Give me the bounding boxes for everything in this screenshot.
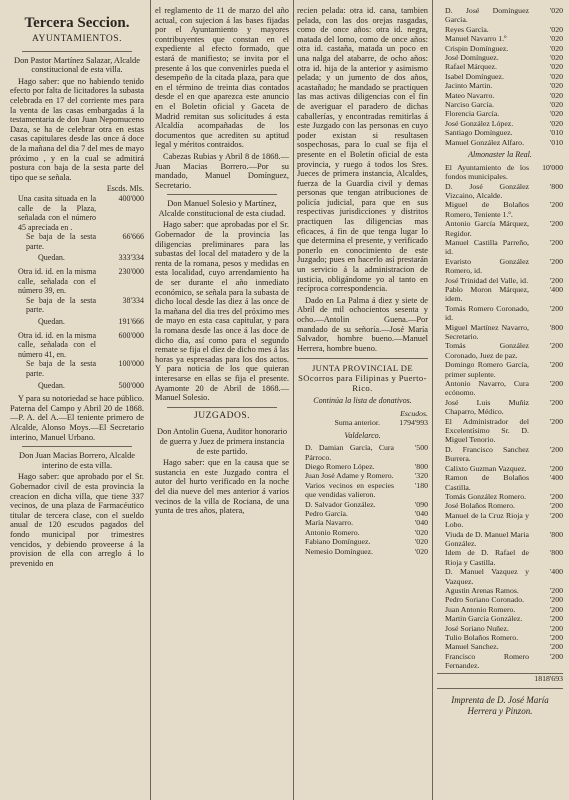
donor-name: Rafael Márquez. (445, 62, 497, 72)
notice-signoff: Cabezas Rubias y Abril 8 de 1868.—Juan Macias Borrero.—Por su mandado, Manuel Domínguez, Secretario. (155, 151, 289, 190)
donor-row (297, 537, 428, 546)
donor-row (437, 6, 563, 25)
column-rule (432, 0, 433, 800)
donor-list (437, 6, 563, 683)
donor-row (437, 379, 563, 398)
donor-name: José Bolaños Romero. (445, 501, 515, 511)
donor-row (437, 257, 563, 276)
notice-body: Hago saber: que en la causa que se sustancia en este Juzgado contra el autor del hurto verificado en la noche del dia nueve del mes anterior á varios vecinos de la villa de Rociana, de una yunta de tres años, platera, (155, 458, 289, 516)
donor-name: El Ayuntamiento de los fondos municipales. (445, 162, 529, 182)
donor-amount: '800 (549, 548, 563, 558)
donor-row (437, 285, 563, 304)
junta-heading: JUNTA PROVINCIAL DE SOcorros para Filipinas y Puerto-Rico. (298, 363, 427, 393)
donor-amount: '020 (549, 62, 563, 72)
section-subheading: AYUNTAMIENTOS. (32, 34, 122, 44)
donor-amount: '200 (549, 614, 563, 624)
donor-name: Florencia García. (445, 109, 500, 119)
donor-row (437, 138, 563, 147)
donor-name: Varios vecinos en especies que vendidas valieron. (305, 480, 394, 500)
donor-amount: '020 (549, 109, 563, 119)
donor-name: Pedro García. (305, 509, 348, 518)
donor-name: D. Manuel Vazquez y Vazquez. (445, 567, 529, 586)
donor-row (437, 34, 563, 43)
table-row: Quedan. 191'666 (38, 317, 144, 327)
donor-row (437, 119, 563, 128)
donor-amount: '200 (549, 623, 563, 633)
donor-name: Francisco Romero Fernandez. (445, 651, 529, 671)
donor-row (297, 471, 428, 480)
donor-row (437, 595, 563, 604)
donor-amount: '020 (414, 537, 428, 547)
donor-amount: '200 (549, 444, 563, 454)
donor-name: D. José González Vizcaino, Alcalde. (445, 181, 529, 200)
donor-name: Santiago Domínguez. (445, 128, 513, 138)
donor-rows (437, 163, 563, 671)
donor-row (437, 464, 563, 473)
donor-name: Pablo Moron Márquez, idem. (445, 284, 529, 304)
donor-row (437, 530, 563, 549)
column-2 (155, 6, 289, 790)
donor-row (437, 501, 563, 510)
donor-row (437, 633, 563, 642)
divider (22, 51, 132, 52)
donor-name: Idem de D. Rafael de Rioja y Castilla. (445, 548, 529, 567)
donor-amount: '200 (549, 341, 563, 351)
donor-name: Manuel González Alfaro. (445, 137, 525, 147)
escudos-header: Escudos. (400, 408, 428, 418)
donor-row (437, 44, 563, 53)
donor-name: Agustin Arenas Ramos. (445, 585, 519, 595)
donor-amount: '010 (549, 128, 563, 138)
notice-heading: Don Juan Macias Borrero, Alcalde interino de esta villa. (18, 451, 136, 470)
donor-amount: '090 (414, 499, 428, 509)
donor-name: María Navarro. (305, 518, 354, 528)
donor-row (437, 182, 563, 201)
donor-amount: '200 (549, 397, 563, 407)
table-row: Quedan. 333'334 (38, 253, 144, 263)
donor-row (437, 128, 563, 137)
notice-heading: Don Manuel Solesio y Martínez, Alcalde constitucional de esta ciudad. (158, 199, 286, 218)
notice-heading: Don Antolin Guena, Auditor honorario de guerra y Juez de primera instancia de este partido. (156, 427, 288, 456)
donor-row (437, 341, 563, 360)
donor-name: Domingo Romero García, primer suplente. (445, 360, 529, 379)
donor-row (437, 624, 563, 633)
donor-row (297, 509, 428, 518)
donor-row (437, 511, 563, 530)
donor-row (437, 586, 563, 595)
donor-row (437, 304, 563, 323)
donor-name: Manuel de la Cruz Rioja y Lobo. (445, 510, 529, 530)
column-1 (10, 6, 144, 790)
table-row: Se baja de la sesta parte. 38'334 (26, 295, 144, 315)
donor-name: Tulio Bolaños Romero. (445, 633, 519, 642)
donor-name: Miguel de Bolaños Romero, Teniente 1.º. (445, 200, 529, 219)
donor-name: D. Damian García, Cura Párroco. (305, 443, 394, 462)
donor-row (297, 547, 428, 556)
donor-name: Tomás González Romero. (445, 491, 527, 501)
donor-rows (437, 6, 563, 147)
donor-row (437, 163, 563, 182)
donor-name: Juan Antonio Romero. (445, 604, 516, 614)
donor-amount: '020 (549, 71, 563, 81)
donor-row (437, 200, 563, 219)
donor-row (437, 445, 563, 464)
donor-row (437, 548, 563, 567)
donor-amount: '200 (549, 416, 563, 426)
column-3 (297, 6, 428, 790)
donor-name: Tomás Romero Coronado, id. (445, 303, 529, 323)
donor-amount: '400 (549, 284, 563, 294)
donor-name: Evaristo González Romero, id. (445, 256, 529, 276)
donor-name: Tomás González Coronado, Juez de paz. (445, 341, 529, 360)
donor-amount: '400 (549, 473, 563, 483)
donor-name: Manuel Navarro 1.º (445, 34, 507, 44)
donor-row (437, 614, 563, 623)
donor-amount: '800 (414, 461, 428, 471)
donor-name: José Luis Muñiz Chaparro, Médico. (445, 397, 529, 417)
donor-amount: '020 (549, 6, 563, 15)
donor-row (437, 642, 563, 651)
donor-list (297, 409, 428, 556)
donor-row (437, 276, 563, 285)
donor-name: Manuel Sanchez. (445, 642, 499, 652)
donor-amount: '040 (414, 509, 428, 518)
table-row: Se baja de la sesta parte. 100'000 (26, 359, 144, 378)
donor-name: Mateo Navarro. (445, 90, 495, 100)
total-row: 1818'693 (437, 673, 563, 683)
donor-name: Antonio Navarro, Cura ecónomo. (445, 379, 529, 398)
donor-amount: '200 (549, 379, 563, 389)
donor-amount: '200 (549, 501, 563, 511)
donor-amount: '320 (414, 471, 428, 481)
auction-table (10, 184, 144, 390)
donor-row (297, 528, 428, 537)
donor-amount: '020 (549, 118, 563, 128)
donor-amount: '400 (549, 567, 563, 577)
donor-row (437, 238, 563, 257)
donor-amount: '500 (414, 443, 428, 453)
donor-name: José Trinidad del Valle, id. (445, 275, 529, 285)
donor-name: Antonio Romero. (305, 527, 360, 537)
divider (167, 194, 277, 195)
donor-row (437, 81, 563, 90)
donor-amount: '200 (549, 463, 563, 473)
donor-amount: '040 (414, 518, 428, 528)
donor-amount: '200 (549, 275, 563, 285)
donor-row (437, 360, 563, 379)
donor-amount: '200 (549, 604, 563, 614)
notice-heading: Don Pastor Martínez Salazar, Alcalde constitucional de esta villa. (14, 55, 140, 75)
donor-row (437, 473, 563, 492)
donor-name: Reyes García. (445, 24, 489, 34)
donor-row (437, 72, 563, 81)
donor-row (297, 500, 428, 509)
town-heading: Valdelarco. (344, 430, 381, 440)
donor-amount: '020 (549, 24, 563, 34)
donor-amount: '020 (549, 100, 563, 110)
column-rule (293, 0, 294, 800)
donor-amount: '200 (549, 219, 563, 229)
donor-name: Isabel Domínguez. (445, 71, 504, 81)
donor-row (437, 91, 563, 100)
donor-amount: '800 (549, 529, 563, 539)
divider (167, 407, 277, 408)
donor-amount: '200 (549, 256, 563, 266)
donor-amount: '010 (549, 137, 563, 147)
donor-name: Martin García González. (445, 614, 523, 624)
donor-row (437, 605, 563, 614)
donor-name: D. Salvador González. (305, 499, 376, 509)
notice-signoff: Dado en La Palma á diez y siete de Abril de mil ochocientos sesenta y ocho.—Antolin Guena.—Por mandado de su señoría.—José María Salvador, hombre bueno.—Manuel Herrera, hombre bueno. (297, 295, 428, 353)
donor-amount: '200 (549, 585, 563, 595)
donor-row (437, 417, 563, 445)
donor-row (437, 219, 563, 238)
donor-row (297, 462, 428, 471)
imprint: Imprenta de D. José María Herrera y Pinzon. (451, 695, 549, 717)
donor-row (437, 62, 563, 71)
donor-amount: '020 (414, 527, 428, 537)
donor-amount: '200 (549, 651, 563, 661)
divider (297, 358, 428, 359)
donor-row (297, 443, 428, 462)
donor-row (437, 492, 563, 501)
suma-anterior-row: Suma anterior. 1794'993 (334, 418, 428, 428)
donor-amount: '200 (549, 200, 563, 210)
donor-amount: '800 (549, 181, 563, 191)
donor-row (437, 53, 563, 62)
donor-row (437, 398, 563, 417)
notice-continuation: el reglamento de 11 de marzo del año actual, con sujecion á las bases fijadas por el Ayuntamiento y mayores contribuyentes que constan en el expediente al efecto formado, que estará de manifiesto; se invita por el presente á los que convenirles pueda el desempeño de la citada plaza, para que en el término de treinta dias contados desde el en que aparezca este anuncio en el Boletin oficial y Gaceta de Madrid remitan sus solicitudes á esta Alcaldía acompañadas de los documentos que acrediten su aptitud legal y méritos contraidos. (155, 6, 289, 150)
notice-body: Hago saber: que aprobado por el Sr. Gobernador civil de esta provincia la creacion en dicha villa, que tiene 337 vecinos, de una plaza de Farmacéutico titular de tercera clase, con el sueldo anual de 120 escudos pagados del fondo municipal por trimestres vencidos, y debiendo proveerse á la provision de ella con arreglo á lo prevenido en (10, 472, 144, 568)
town-heading: Almonaster la Real. (468, 150, 532, 160)
donor-name: Calixto Guzman Vazquez. (445, 463, 527, 473)
donor-name: Miguel Martínez Navarro, Secretario. (445, 322, 529, 341)
donor-amount: '020 (549, 90, 563, 100)
donor-amount: '020 (549, 81, 563, 91)
donor-row (437, 567, 563, 586)
junta-subheading: Continúa la lista de donativos. (313, 396, 412, 406)
donor-amount: '200 (549, 303, 563, 313)
divider (437, 688, 563, 689)
table-row: Otra id. id. en la misma calle, señalada con el número 39, en. 230'000 (18, 267, 144, 296)
donor-row (297, 518, 428, 527)
donor-name: Manuel Castilla Parreño, id. (445, 237, 529, 257)
donor-amount: '200 (549, 633, 563, 642)
table-row: Quedan. 500'000 (38, 380, 144, 390)
juzgados-heading: JUZGADOS. (194, 410, 250, 421)
donor-row (437, 25, 563, 34)
donor-amount: '200 (549, 491, 563, 501)
table-row: Se baja de la sesta parte. 66'666 (26, 232, 144, 251)
donor-amount: '020 (549, 53, 563, 63)
donor-amount: '020 (549, 34, 563, 44)
donor-row (437, 652, 563, 671)
donor-amount: '800 (549, 322, 563, 332)
donor-name: El Administrador del Excelentísimo Sr. D. Miguel Tenorio. (445, 416, 529, 445)
table-row: Otra id. id. en la misma calle, señalada con el número 41, en. 600'000 (18, 330, 144, 359)
donor-row (437, 109, 563, 118)
notice-continuation: recien pelada: otra id. cana, tambien pelada, con las dos orejas rasgadas, como de once años: otra id. negra, matada del lomo, como de once años: otra id. castaña, matada un poco en una nalga del atabarre, de ocho años: otra id. hija de la anterior y asimismo pelada; y un jumento de dos años, acastañado; he mandado se practiquen las mas activas diligencias con el fin de averiguar el paradero de dichas caballerías, y encontradas remitirlas á este Juzgado con las personas en cuyo poder existan si resultasen sospechosas, para lo cual se fija el presente en el Boletin oficial de esta provincia, y ruego á todos los Sres. Jueces de primera instancia, Alcaldes, fuerza de la Guardia civil y demas personas que tengan atribuciones de policía judicial, para que en sus respectivas jurisdicciones y distritos practiquen las diligencias mas eficaces, á fin de que tenga lugar lo que determina el presente, y verificado ponerlo en conocimiento de este Juzgado; pues en hacerlo así prestarán un servicio á la administracion de justicia, obligándome yo al tanto en recíproca correspondencia. (297, 6, 428, 294)
donor-row (437, 100, 563, 109)
donor-amount: '200 (549, 237, 563, 247)
donor-name: Diego Romero López. (305, 461, 375, 471)
column-rule (150, 0, 151, 800)
donor-amount: '200 (549, 595, 563, 605)
donor-name: Crispin Domínguez. (445, 43, 509, 53)
donor-name: José Domínguez. (445, 53, 499, 63)
donor-amount: '180 (414, 480, 428, 490)
donor-name: Viuda de D. Manuel Maria González. (445, 529, 529, 548)
table-row: Una casita situada en la calle de la Plaza, señalada con el número 45 apreciada en . 400'000 (18, 193, 144, 232)
notice-body: Hago saber: que aprobadas por el Sr. Gobernador de la provincia las diligencias preliminares para las subastas del local del matadero y de la renta de la romana, pesos y medidas en esta localidad, cuyo arrendamiento ha de ser durante el año inmediato económico, se señala para la subasta de dicho local desde las diez á las once de la mañana del dia tres del próximo mes de mayo en esta casa capitular, y para la romana desde las once á las doce de dicho dia, así como para el segundo remate se fija el diez de dicho mes á las horas ya espresadas para los dos actos. Y para noticia de los que quieran interesarse en ellas se fija el presente. Ayamonte 20 de Abril de 1868.—Manuel Solesio. (155, 220, 289, 403)
donor-amount: '200 (549, 510, 563, 520)
donor-name: Fabiano Domínguez. (305, 537, 371, 547)
donor-name: José Soriano Nuñez. (445, 623, 509, 633)
donor-amount: '020 (549, 43, 563, 53)
notice-closing: Y para su notoriedad se hace público. Paterna del Campo y Abril 20 de 1868.—P. A. del A.—El teniente primero de Alcalde, Alonso Moys.—El Secretario interino, Manuel Urbano. (10, 394, 144, 442)
donor-name: D. Francisco Sanchez Burrera. (445, 444, 529, 464)
donor-name: Jacinto Martin. (445, 81, 493, 91)
table-header: Escds. Mls. (106, 184, 144, 194)
donor-name: José González López. (445, 118, 514, 128)
donor-amount: '020 (414, 546, 428, 556)
donor-name: Narciso García. (445, 100, 494, 110)
donor-row (297, 481, 428, 500)
donor-name: Nemesio Domínguez. (305, 546, 373, 556)
donor-name: Pedro Soriano Coronado. (445, 595, 525, 605)
donor-amount: 10'000 (542, 162, 563, 172)
donor-name: Juan José Adame y Romero. (305, 471, 394, 481)
section-heading: Tercera Seccion. (24, 15, 130, 31)
donor-amount: '200 (549, 642, 563, 652)
notice-body: Hago saber: que no habiendo tenido efecto por falta de licitadores la subasta celebrada en 17 del corriente mes para la venta de las casas embargadas á la testamentaria de don Juan Nepomuceno Daza, se ha de celebrar otra en estas casas capitulares desde las once á doce de la mañana del dia 7 del mes de mayo próximo , y en la cual se admitirá postura con baja de la sesta parte del tipo que se señala. (10, 76, 144, 182)
donor-name: D. José Domínguez García. (445, 6, 529, 25)
donor-row (437, 323, 563, 342)
donor-rows (297, 443, 428, 556)
column-4 (437, 6, 563, 790)
donor-name: Antonio García Márquez, Regidor. (445, 219, 529, 238)
donor-amount: '200 (549, 360, 563, 370)
donor-name: Ramon de Bolaños Castilla. (445, 473, 529, 492)
divider (22, 446, 132, 447)
